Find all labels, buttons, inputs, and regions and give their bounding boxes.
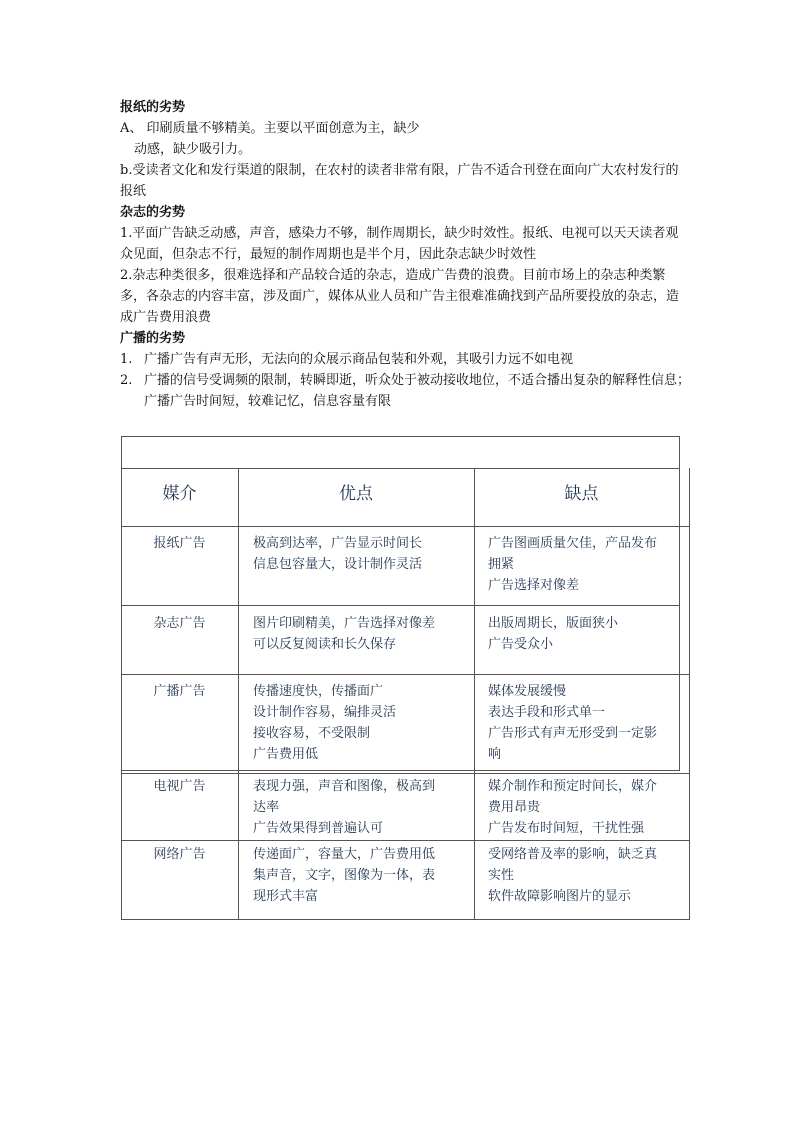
pros-line: 集声音，文字，图像为一体，表 <box>253 868 436 883</box>
row-tv-media: 电视广告 <box>153 779 206 794</box>
row-tv-cons <box>488 776 683 839</box>
list-text: 广播广告有声无形，无法向的众展示商品包装和外观，其吸引力远不如电视 <box>144 352 574 367</box>
newspaper-point-a-line1: A、 印刷质量不够精美。主要以平面创意为主，缺少 <box>120 121 420 136</box>
list-number: 1. <box>120 352 133 367</box>
row-magazine-pros <box>253 613 473 655</box>
cons-line: 广告受众小 <box>488 637 554 652</box>
radio-heading: 广播的劣势 <box>120 331 186 346</box>
cons-line: 实性 <box>488 868 515 883</box>
pros-line: 现形式丰富 <box>253 889 319 904</box>
header-cons: 缺点 <box>564 484 599 504</box>
table-rule <box>121 773 690 774</box>
row-magazine-media: 杂志广告 <box>153 616 206 631</box>
magazine-point-1: 1.平面广告缺乏动感，声音，感染力不够，制作周期长，缺少时效性。报纸、电视可以天天读者观众见面，但杂志不行，最短的制作周期也是半个月，因此杂志缺少时效性 <box>120 226 679 262</box>
pros-line: 接收容易，不受限制 <box>253 726 371 741</box>
row-magazine-cons <box>488 613 683 655</box>
magazine-point-2: 2.杂志种类很多，很难选择和产品较合适的杂志，造成广告费的浪费。目前市场上的杂志种类繁多，各杂志的内容丰富，涉及面广，媒体从业人员和广告主很难准确找到产品所要投放的杂志，造成广告费用浪费 <box>120 268 680 325</box>
row-internet-pros <box>253 844 473 907</box>
media-comparison-table <box>121 436 690 920</box>
table-rule <box>121 526 690 527</box>
pros-line: 传递面广，容量大，广告费用低 <box>253 847 436 862</box>
cons-line: 广告图画质量欠佳，产品发布 <box>488 536 658 551</box>
pros-line: 广告费用低 <box>253 747 319 762</box>
cons-line: 媒体发展缓慢 <box>488 684 567 699</box>
pros-line: 广告效果得到普遍认可 <box>253 821 384 836</box>
row-radio-cons <box>488 681 683 765</box>
header-media: 媒介 <box>162 484 197 504</box>
row-radio-pros <box>253 681 473 765</box>
cons-line: 广告选择对像差 <box>488 578 580 593</box>
newspaper-heading: 报纸的劣势 <box>120 100 186 115</box>
cons-line: 表达手段和形式单一 <box>488 705 606 720</box>
document-body <box>120 97 690 412</box>
pros-line: 达率 <box>253 800 280 815</box>
pros-line: 可以反复阅读和长久保存 <box>253 637 397 652</box>
table-rule <box>474 468 475 920</box>
row-internet-media: 网络广告 <box>153 847 206 862</box>
cons-line: 软件故障影响图片的显示 <box>488 889 632 904</box>
cons-line: 出版周期长，版面狭小 <box>488 616 619 631</box>
pros-line: 图片印刷精美，广告选择对像差 <box>253 616 436 631</box>
cons-line: 受网络普及率的影响，缺乏真 <box>488 847 658 862</box>
list-text: 广播的信号受调频的限制，转瞬即逝，听众处于被动接收地位，不适合播出复杂的解释性信息；广播广告时间短，较难记忆，信息容量有限 <box>144 373 691 409</box>
pros-line: 设计制作容易，编排灵活 <box>253 705 397 720</box>
cons-line: 拥紧 <box>488 557 515 572</box>
radio-point-2 <box>120 370 690 412</box>
table-rule <box>689 468 690 920</box>
cons-line: 响 <box>488 747 502 762</box>
row-tv-pros <box>253 776 473 839</box>
newspaper-point-a-line2: 动感，缺少吸引力。 <box>134 142 252 157</box>
row-radio-media: 广播广告 <box>153 684 206 699</box>
table-rule <box>121 840 690 841</box>
cons-line: 广告形式有声无形受到一定影 <box>488 726 658 741</box>
row-newspaper-media: 报纸广告 <box>153 536 206 551</box>
table-rule <box>121 674 690 675</box>
radio-point-1 <box>120 349 690 370</box>
row-newspaper-pros <box>253 533 473 575</box>
newspaper-point-b: b.受读者文化和发行渠道的限制，在农村的读者非常有限，广告不适合刊登在面向广大农村发行的报纸 <box>120 163 679 199</box>
cons-line: 媒介制作和预定时间长，媒介 <box>488 779 658 794</box>
list-number: 2. <box>120 373 133 388</box>
table-rule <box>238 468 239 920</box>
table-rule <box>121 436 680 437</box>
header-pros: 优点 <box>339 484 373 504</box>
table-rule <box>121 605 680 606</box>
pros-line: 信息包容量大，设计制作灵活 <box>253 557 423 572</box>
magazine-heading: 杂志的劣势 <box>120 205 186 220</box>
pros-line: 极高到达率，广告显示时间长 <box>253 536 423 551</box>
pros-line: 表现力强，声音和图像，极高到 <box>253 779 436 794</box>
table-rule <box>121 770 680 771</box>
cons-line: 费用昂贵 <box>488 800 541 815</box>
cons-line: 广告发布时间短，干扰性强 <box>488 821 645 836</box>
row-newspaper-cons <box>488 533 683 596</box>
table-rule <box>121 468 680 469</box>
row-internet-cons <box>488 844 683 907</box>
table-rule <box>121 919 690 920</box>
pros-line: 传播速度快，传播面广 <box>253 684 384 699</box>
